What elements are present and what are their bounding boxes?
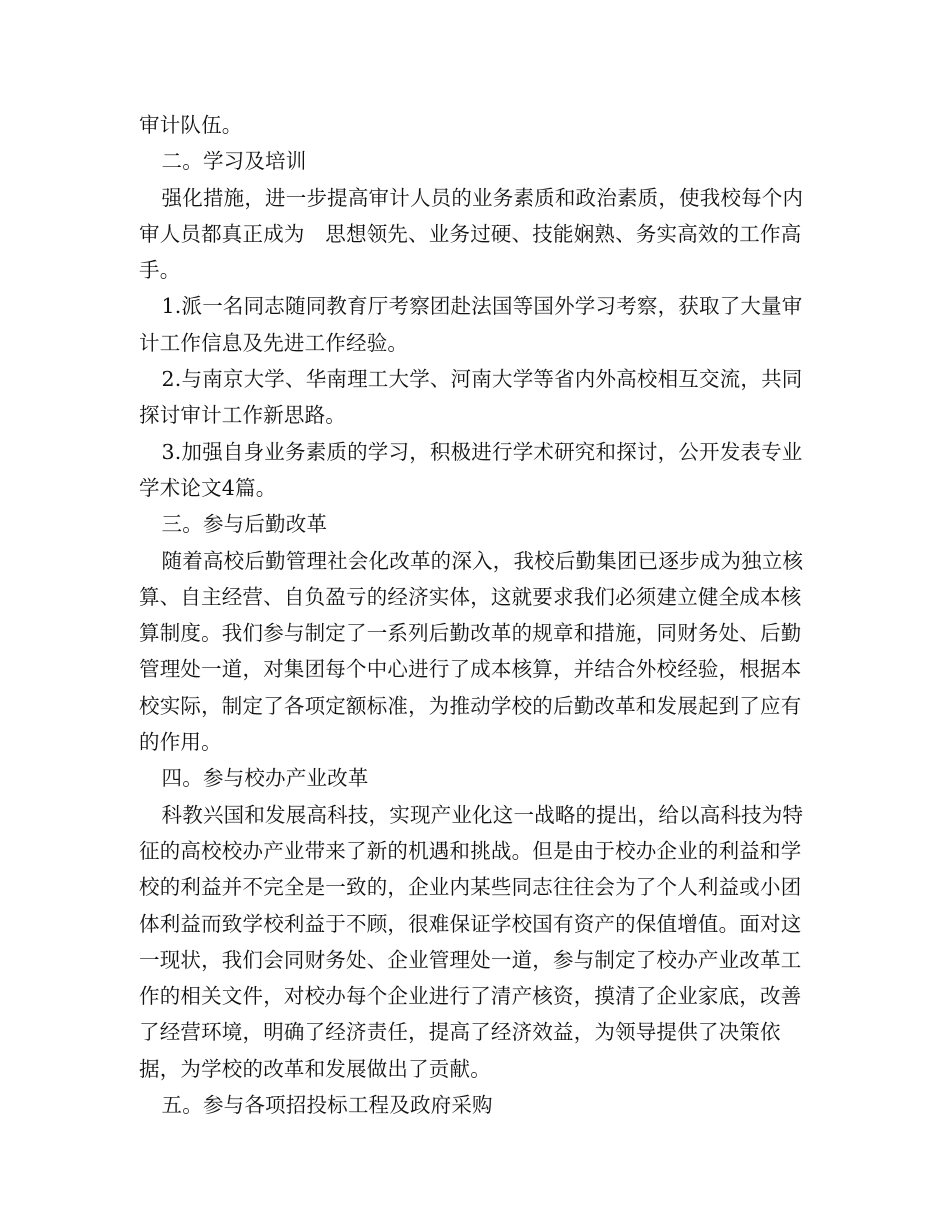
section-heading-3: 三。参与后勤改革: [161, 512, 328, 537]
list-item-2: 2.与南京大学、华南理工大学、河南大学等省内外高校相互交流，共同探讨审计工作新思路。: [139, 367, 803, 428]
paragraph: 科教兴国和发展高科技，实现产业化这一战略的提出，给以高科技为特征的高校校办产业带来了新的机遇和挑战。但是由于校办企业的利益和学校的利益并不完全是一致的，企业内某些同志往往会为了个人利益或小团体利益而致学校利益于不顾，很难保证学校国有资产的保值增值。面对这一现状，我们会同财务处、企业管理处一道，参与制定了校办产业改革工作的相关文件，对校办每个企业进行了清产核资，摸清了企业家底，改善了经营环境，明确了经济责任，提高了经济效益，为领导提供了决策依据，为学校的改革和发展做出了贡献。: [139, 802, 804, 1081]
paragraph: 随着高校后勤管理社会化改革的深入，我校后勤集团已逐步成为独立核算、自主经营、自负盈亏的经济实体，这就要求我们必须建立健全成本核算制度。我们参与制定了一系列后勤改革的规章和措施，同财务处、后勤管理处一道，对集团每个中心进行了成本核算，并结合外校经验，根据本校实际，制定了各项定额标准，为推动学校的后勤改革和发展起到了应有的作用。: [139, 548, 804, 755]
document-body: [139, 107, 819, 1123]
section-heading-5: 五。参与各项招投标工程及政府采购: [161, 1093, 493, 1118]
section-heading-2: 二。学习及培训: [161, 149, 307, 174]
list-item-1: 1.派一名同志随同教育厅考察团赴法国等国外学习考察，获取了大量审计工作信息及先进工作经验。: [139, 294, 803, 355]
paragraph: 强化措施，进一步提高审计人员的业务素质和政治素质，使我校每个内审人员都真正成为 思想领先、业务过硬、技能娴熟、务实高效的工作高手。: [139, 185, 804, 283]
paragraph-continuation: 审计队伍。: [139, 113, 243, 137]
section-heading-4: 四。参与校办产业改革: [161, 766, 369, 791]
list-item-3: 3.加强自身业务素质的学习，积极进行学术研究和探讨，公开发表专业学术论文4篇。: [139, 439, 803, 500]
